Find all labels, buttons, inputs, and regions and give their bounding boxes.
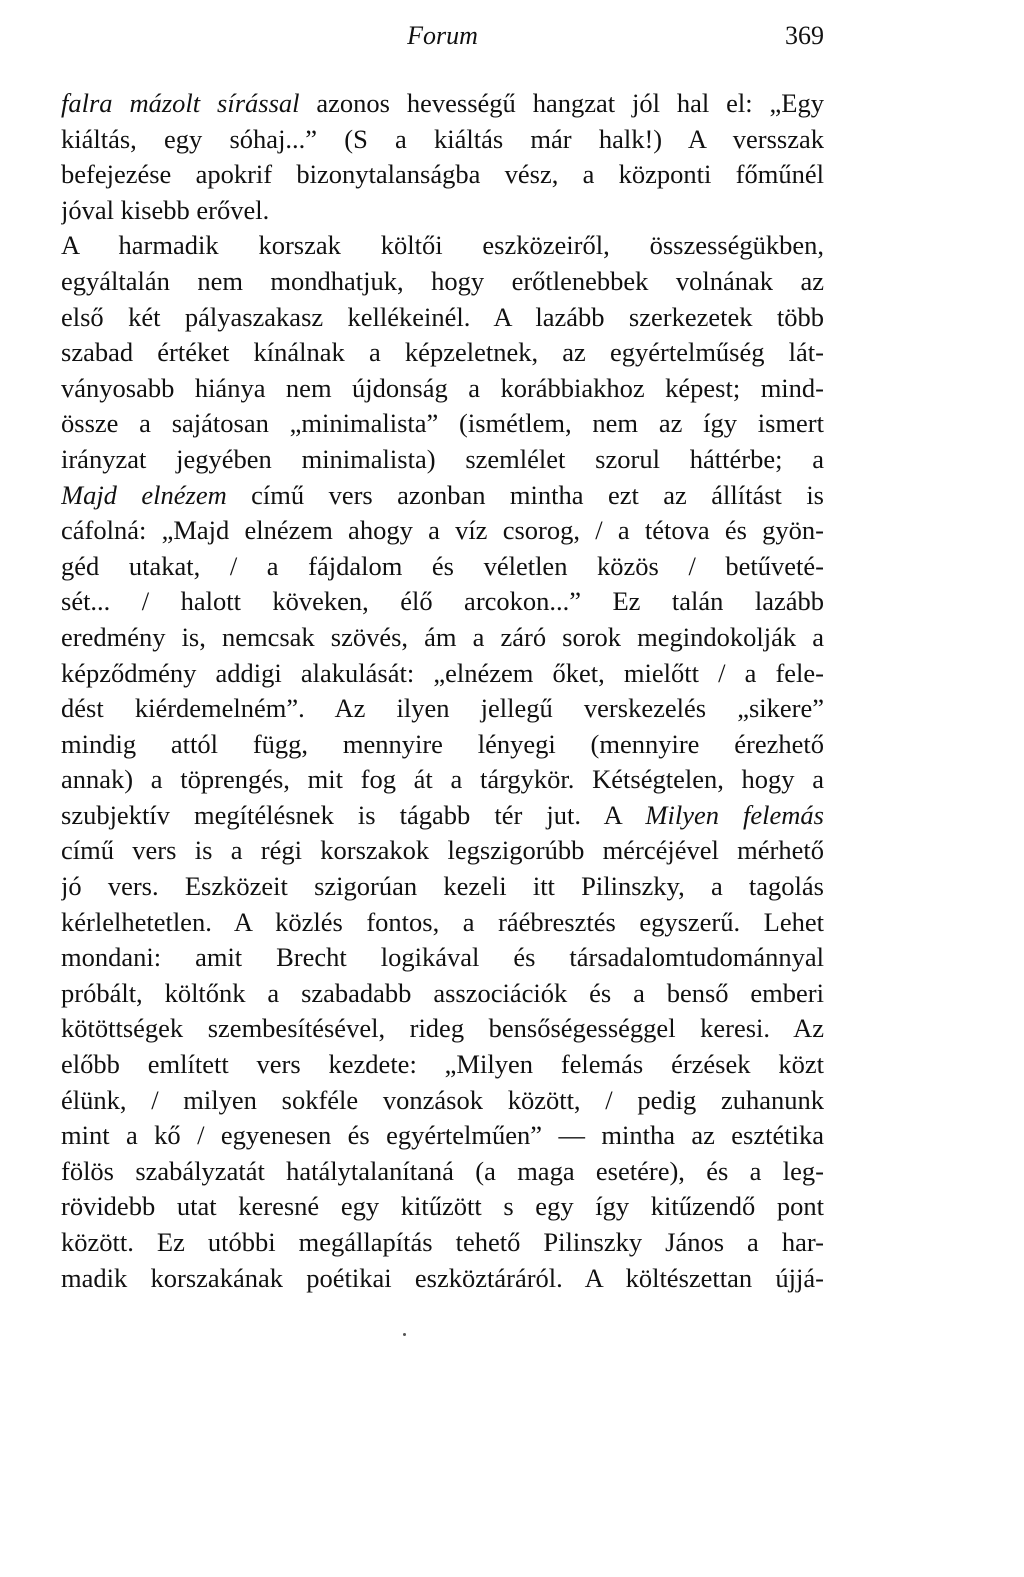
text-line — [61, 86, 824, 122]
text-line — [61, 905, 824, 941]
text-segment: mindig attól függ, mennyire lényegi (mennyire érezhető — [61, 728, 824, 759]
text-line — [61, 300, 824, 336]
text-segment: madik korszakának poétikai eszköztáráról. A költészettan újjá- — [61, 1262, 824, 1293]
text-line — [61, 620, 824, 656]
text-line — [61, 940, 824, 976]
text-segment: annak) a töprengés, mit fog át a tárgykör. Kétségtelen, hogy a — [61, 764, 824, 795]
text-segment: irányzat jegyében minimalista) szemlélet szorul háttérbe; a — [61, 443, 824, 474]
text-line — [61, 1083, 824, 1119]
text-line — [61, 157, 824, 193]
text-line — [61, 122, 824, 158]
text-segment: azonos hevességű hangzat jól hal el: „Egy — [299, 88, 824, 118]
text-segment: szubjektív megítélésnek is tágabb tér jut. A — [61, 799, 646, 830]
text-segment: élünk, / milyen sokféle vonzások között, / pedig zuhanunk — [61, 1084, 824, 1115]
text-line — [61, 371, 824, 407]
text-line — [61, 1261, 824, 1297]
text-segment: A harmadik korszak költői eszközeiről, összességükben, — [61, 230, 824, 261]
text-line — [61, 798, 824, 834]
text-line — [61, 976, 824, 1012]
text-segment: kérlelhetetlen. A közlés fontos, a ráébresztés egyszerű. Lehet — [61, 906, 824, 937]
text-segment: eredmény is, nemcsak szövés, ám a záró sorok megindokolják a — [61, 621, 824, 652]
text-line — [61, 1154, 824, 1190]
text-line — [61, 584, 824, 620]
text-segment: össze a sajátosan „minimalista” (ismétlem, nem az így ismert — [61, 408, 824, 439]
text-segment: szabad értéket kínálnak a képzeletnek, az egyértelműség lát- — [61, 337, 824, 368]
text-segment: rövidebb utat keresné egy kitűzött s egy így kitűzendő pont — [61, 1191, 824, 1222]
text-line — [61, 478, 824, 514]
text-line — [61, 869, 824, 905]
journal-title: Forum — [407, 21, 478, 50]
text-segment: kiáltás, egy sóhaj...” (S a kiáltás már halk!) A versszak — [61, 123, 824, 154]
text-segment: géd utakat, / a fájdalom és véletlen közös / betűveté- — [61, 550, 824, 581]
text-segment: ványosabb hiánya nem újdonság a korábbiakhoz képest; mind- — [61, 372, 824, 403]
text-segment: képződmény addigi alakulását: „elnézem őket, mielőtt / a fele- — [61, 657, 824, 688]
text-line — [61, 442, 824, 478]
text-line — [61, 691, 824, 727]
text-segment: című vers is a régi korszakok legszigorúbb mércéjével mérhető — [61, 835, 824, 866]
body-text — [61, 86, 824, 1296]
text-line — [61, 264, 824, 300]
text-segment: próbált, költőnk a szabadabb asszociációk és a benső emberi — [61, 977, 824, 1008]
text-segment: között. Ez utóbbi megállapítás tehető Pilinszky János a har- — [61, 1227, 824, 1257]
text-line — [61, 228, 824, 264]
text-line — [61, 1118, 824, 1154]
text-line — [61, 727, 824, 763]
print-speck — [403, 1333, 406, 1336]
text-segment: első két pályaszakasz kellékeinél. A lazább szerkezetek több — [61, 301, 824, 332]
text-line — [61, 193, 824, 229]
text-segment: befejezése apokrif bizonytalanságba vész, a központi főműnél — [61, 159, 824, 190]
text-line — [61, 762, 824, 798]
text-segment: mondani: amit Brecht logikával és társadalomtudománnyal — [61, 942, 824, 973]
text-line — [61, 1225, 824, 1261]
text-segment: előbb említett vers kezdete: „Milyen felemás érzések közt — [61, 1049, 824, 1080]
book-page — [61, 0, 824, 1577]
text-segment: kötöttségek szembesítésével, rideg bensőségességgel keresi. Az — [61, 1013, 824, 1044]
text-line — [61, 1011, 824, 1047]
italic-title-text: Milyen felemás — [645, 799, 824, 830]
text-segment: fölös szabályzatát hatálytalanítaná (a maga esetére), és a leg- — [61, 1155, 824, 1186]
text-line — [61, 1047, 824, 1083]
text-line — [61, 335, 824, 371]
text-segment: jóval kisebb erővel. — [61, 194, 270, 225]
text-segment: egyáltalán nem mondhatjuk, hogy erőtlenebbek volnának az — [61, 265, 824, 296]
text-line — [61, 549, 824, 585]
text-line — [61, 1189, 824, 1225]
text-line — [61, 833, 824, 869]
text-segment: dést kiérdemelném”. Az ilyen jellegű verskezelés „sikere” — [61, 693, 824, 724]
text-segment: című vers azonban mintha ezt az állítást is — [226, 479, 824, 510]
running-head — [61, 16, 824, 56]
italic-title-text: falra mázolt sírással — [61, 88, 300, 118]
italic-title-text: Majd elnézem — [61, 479, 227, 510]
text-line — [61, 513, 824, 549]
text-segment: cáfolná: „Majd elnézem ahogy a víz csorog, / a tétova és gyön- — [61, 515, 824, 546]
text-segment: mint a kő / egyenesen és egyértelműen” — mintha az esztétika — [61, 1120, 824, 1151]
text-segment: sét... / halott köveken, élő arcokon...” Ez talán lazább — [61, 586, 824, 617]
text-line — [61, 406, 824, 442]
text-line — [61, 656, 824, 692]
text-segment: jó vers. Eszközeit szigorúan kezeli itt Pilinszky, a tagolás — [61, 871, 824, 902]
page-number: 369 — [785, 21, 824, 50]
